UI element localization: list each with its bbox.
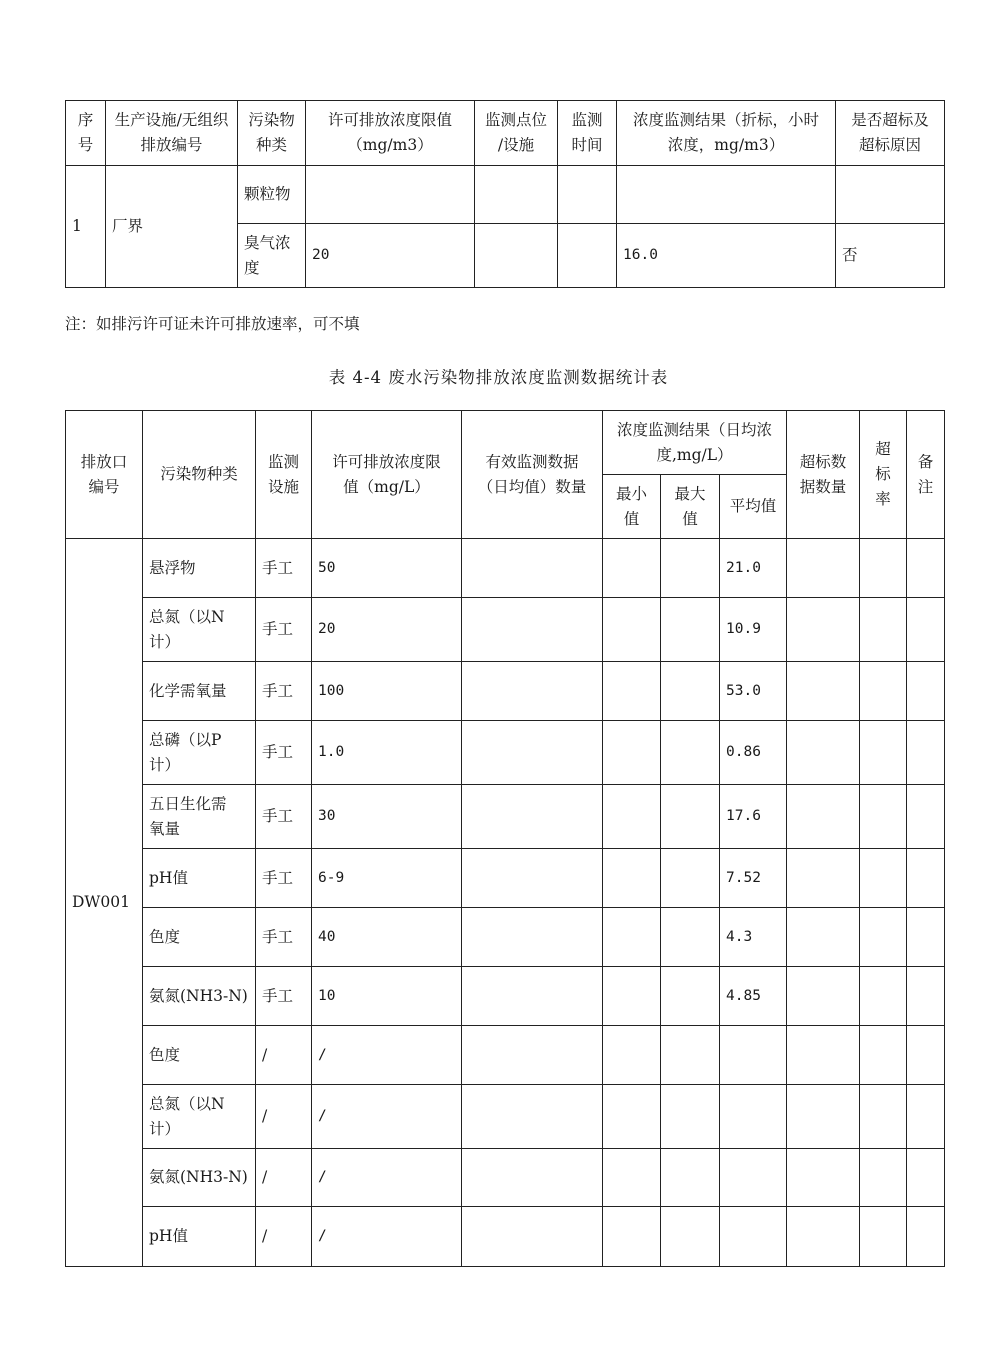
t2-limit: 20: [312, 598, 462, 662]
t2-limit: /: [312, 1085, 462, 1149]
table1-header-row: [66, 101, 945, 166]
table-note: 注：如排污许可证未许可排放速率，可不填: [65, 315, 360, 333]
t1-limit: 20: [306, 224, 475, 288]
table-row: [66, 598, 945, 662]
table-row: [66, 1085, 945, 1149]
t2-pollutant: pH值: [143, 849, 256, 908]
t2-facility: 手工: [256, 785, 312, 849]
t2-avg: 0.86: [720, 721, 787, 785]
t2-avg: 53.0: [720, 662, 787, 721]
t2-facility: /: [256, 1085, 312, 1149]
t2-facility: 手工: [256, 598, 312, 662]
t2-pollutant: 氨氮(NH3-N): [143, 1149, 256, 1207]
table-row: [66, 967, 945, 1026]
t1-header-time: 监测 时间: [558, 101, 617, 166]
t2-facility: /: [256, 1149, 312, 1207]
t2-avg: 7.52: [720, 849, 787, 908]
t2-pollutant: 总氮（以N 计）: [143, 598, 256, 662]
t2-limit: 1.0: [312, 721, 462, 785]
t2-limit: /: [312, 1149, 462, 1207]
table2-header-row: [66, 411, 945, 475]
t1-result: 16.0: [617, 224, 836, 288]
t2-header-valid: 有效监测数据 （日均值）数量: [462, 411, 603, 539]
t1-header-limit: 许可排放浓度限值 （mg/m3）: [306, 101, 475, 166]
t2-avg: 10.9: [720, 598, 787, 662]
t2-header-limit: 许可排放浓度限 值（mg/L）: [312, 411, 462, 539]
table-caption: 表 4-4 废水污染物排放浓度监测数据统计表: [328, 368, 669, 387]
t1-header-seq: 序 号: [66, 101, 106, 166]
table-row: [66, 849, 945, 908]
table-row: [66, 1149, 945, 1207]
t2-limit: 30: [312, 785, 462, 849]
t2-avg: 17.6: [720, 785, 787, 849]
table-row: [66, 1026, 945, 1085]
t2-header-exceed-count: 超标数 据数量: [787, 411, 860, 539]
t1-seq: 1: [66, 166, 106, 288]
t2-facility: 手工: [256, 721, 312, 785]
t2-pollutant: 总氮（以N 计）: [143, 1085, 256, 1149]
t2-header-min: 最小 值: [603, 475, 661, 539]
table-row: [66, 785, 945, 849]
t1-facility: 厂界: [106, 166, 238, 288]
table-row: [66, 539, 945, 598]
table-row: [66, 662, 945, 721]
t2-pollutant: 化学需氧量: [143, 662, 256, 721]
t2-avg: 21.0: [720, 539, 787, 598]
t2-header-facility: 监测 设施: [256, 411, 312, 539]
t2-avg: [720, 1026, 787, 1085]
t2-facility: 手工: [256, 539, 312, 598]
t1-header-exceed: 是否超标及 超标原因: [836, 101, 945, 166]
t2-facility: 手工: [256, 908, 312, 967]
t2-avg: 4.85: [720, 967, 787, 1026]
t2-facility: 手工: [256, 662, 312, 721]
t1-header-result: 浓度监测结果（折标，小时 浓度，mg/m3）: [617, 101, 836, 166]
t2-avg: 4.3: [720, 908, 787, 967]
t2-pollutant: 总磷（以P 计）: [143, 721, 256, 785]
t2-pollutant: 五日生化需 氧量: [143, 785, 256, 849]
t2-header-result: 浓度监测结果（日均浓 度,mg/L）: [603, 411, 787, 475]
t1-header-pollutant: 污染物 种类: [238, 101, 306, 166]
t2-limit: 10: [312, 967, 462, 1026]
t2-outlet: DW001: [66, 539, 143, 1267]
t2-limit: 100: [312, 662, 462, 721]
t2-header-outlet: 排放口 编号: [66, 411, 143, 539]
t2-header-max: 最大 值: [661, 475, 720, 539]
t2-header-pollutant: 污染物种类: [143, 411, 256, 539]
t2-facility: 手工: [256, 849, 312, 908]
t2-limit: 40: [312, 908, 462, 967]
table-row: [66, 1207, 945, 1267]
table-row: [66, 166, 945, 224]
air-emission-table: [65, 100, 945, 288]
t2-limit: 6-9: [312, 849, 462, 908]
t2-avg: [720, 1085, 787, 1149]
table-row: [66, 721, 945, 785]
table-row: [66, 908, 945, 967]
t2-limit: /: [312, 1026, 462, 1085]
t2-facility: /: [256, 1207, 312, 1267]
t2-header-remark: 备 注: [907, 411, 945, 539]
t2-avg: [720, 1149, 787, 1207]
t2-avg: [720, 1207, 787, 1267]
t2-pollutant: 色度: [143, 908, 256, 967]
t2-limit: 50: [312, 539, 462, 598]
t2-facility: /: [256, 1026, 312, 1085]
t2-limit: /: [312, 1207, 462, 1267]
t2-pollutant: 色度: [143, 1026, 256, 1085]
wastewater-table: [65, 410, 945, 1267]
t2-header-avg: 平均值: [720, 475, 787, 539]
t2-header-exceed-rate: 超 标 率: [860, 411, 907, 539]
t1-pollutant: 颗粒物: [238, 166, 306, 224]
t1-exceed: 否: [836, 224, 945, 288]
t1-header-point: 监测点位 /设施: [475, 101, 558, 166]
t2-pollutant: 氨氮(NH3-N): [143, 967, 256, 1026]
t2-pollutant: 悬浮物: [143, 539, 256, 598]
t1-pollutant: 臭气浓 度: [238, 224, 306, 288]
t2-facility: 手工: [256, 967, 312, 1026]
t1-header-facility: 生产设施/无组织排放编号: [106, 101, 238, 166]
t2-pollutant: pH值: [143, 1207, 256, 1267]
